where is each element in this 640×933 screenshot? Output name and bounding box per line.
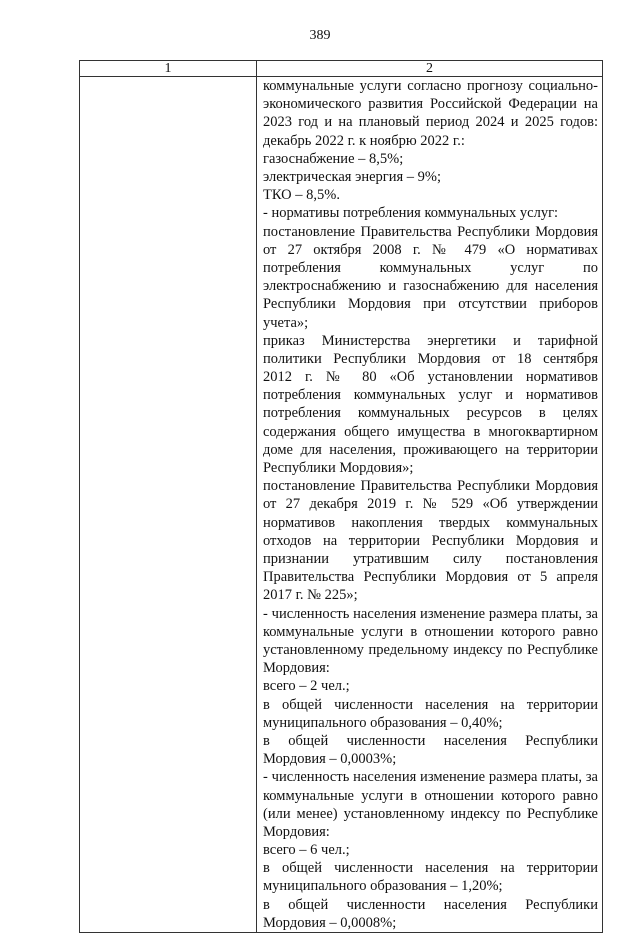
text-line: 2012 г. № 80 «Об установлении нормативов [263, 369, 598, 386]
column-2-cell [257, 77, 603, 933]
text-line: 2023 год и на плановый период 2024 и 2025 годов: [263, 114, 598, 131]
text-line: доме для населения, проживающего на территории [263, 441, 598, 458]
text-line: коммунальные услуги согласно прогнозу социально- [263, 78, 598, 94]
text-line: ТКО – 8,5%. [263, 187, 340, 204]
text-line: Республики Мордовия при отсутствии приборов [263, 296, 598, 313]
text-line: признании утратившим силу постановления [263, 550, 598, 567]
text-line: в общей численности населения Республики [263, 896, 598, 913]
text-line: нормативов накопления твердых коммунальных [263, 514, 598, 531]
text-line: Мордовия – 0,0003%; [263, 751, 397, 768]
text-line: потребления коммунальных ресурсов в целях [263, 405, 598, 422]
text-line: всего – 6 чел.; [263, 842, 350, 859]
column-1-cell [80, 77, 257, 933]
text-line: в общей численности населения на территории [263, 860, 598, 877]
text-line: электроснабжению и газоснабжению для населения [263, 278, 598, 295]
text-line: всего – 2 чел.; [263, 678, 350, 695]
text-line: приказ Министерства энергетики и тарифной [263, 332, 598, 349]
text-line: - численность населения изменение размера платы, за [263, 769, 598, 786]
text-line: муниципального образования – 1,20%; [263, 878, 503, 895]
text-line: коммунальные услуги в отношении которого равно [263, 787, 598, 804]
text-line: муниципального образования – 0,40%; [263, 714, 503, 731]
text-line: отходов на территории Республики Мордовия и [263, 532, 598, 549]
column-2-header: 2 [257, 61, 603, 77]
text-line: экономического развития Российской Федерации на [263, 96, 598, 113]
text-line: содержания общего имущества в многоквартирном [263, 423, 598, 440]
table-body-row [80, 77, 603, 933]
text-line: газоснабжение – 8,5%; [263, 150, 404, 167]
text-line: от 27 декабря 2019 г. № 529 «Об утверждении [263, 496, 598, 513]
text-line: потребления коммунальных услуг по [263, 259, 598, 276]
text-line: декабрь 2022 г. к ноябрю 2022 г.: [263, 132, 465, 149]
column-1-header: 1 [80, 61, 257, 77]
column-2-text [257, 77, 602, 932]
text-line: Мордовия: [263, 660, 330, 677]
text-line: учета»; [263, 314, 309, 331]
page-number: 389 [309, 28, 331, 43]
text-line: Мордовия – 0,0008%; [263, 914, 397, 931]
text-line: Республики Мордовия»; [263, 460, 414, 477]
text-line: потребления коммунальных услуг и нормативов [263, 387, 598, 404]
text-line: 2017 г. № 225»; [263, 587, 358, 604]
text-line: (или менее) установленному индексу по Республике [263, 805, 598, 822]
text-line: Мордовия: [263, 823, 330, 840]
text-line: в общей численности населения Республики [263, 732, 598, 749]
text-line: - численность населения изменение размера платы, за [263, 605, 598, 622]
text-line: постановление Правительства Республики Мордовия [263, 478, 598, 495]
text-line: политики Республики Мордовия от 18 сентября [263, 350, 598, 367]
text-line: - нормативы потребления коммунальных услуг: [263, 205, 559, 222]
text-line: установленному предельному индексу по Республике [263, 641, 598, 658]
document-table [79, 60, 603, 933]
text-line: от 27 октября 2008 г. № 479 «О нормативах [263, 241, 598, 258]
text-line: Правительства Республики Мордовия от 5 апреля [263, 569, 598, 586]
text-line: электрическая энергия – 9%; [263, 168, 441, 185]
text-line: в общей численности населения на территории [263, 696, 598, 713]
text-line: постановление Правительства Республики Мордовия [263, 223, 598, 240]
table-header-row [80, 61, 603, 77]
text-line: коммунальные услуги в отношении которого равно [263, 623, 598, 640]
